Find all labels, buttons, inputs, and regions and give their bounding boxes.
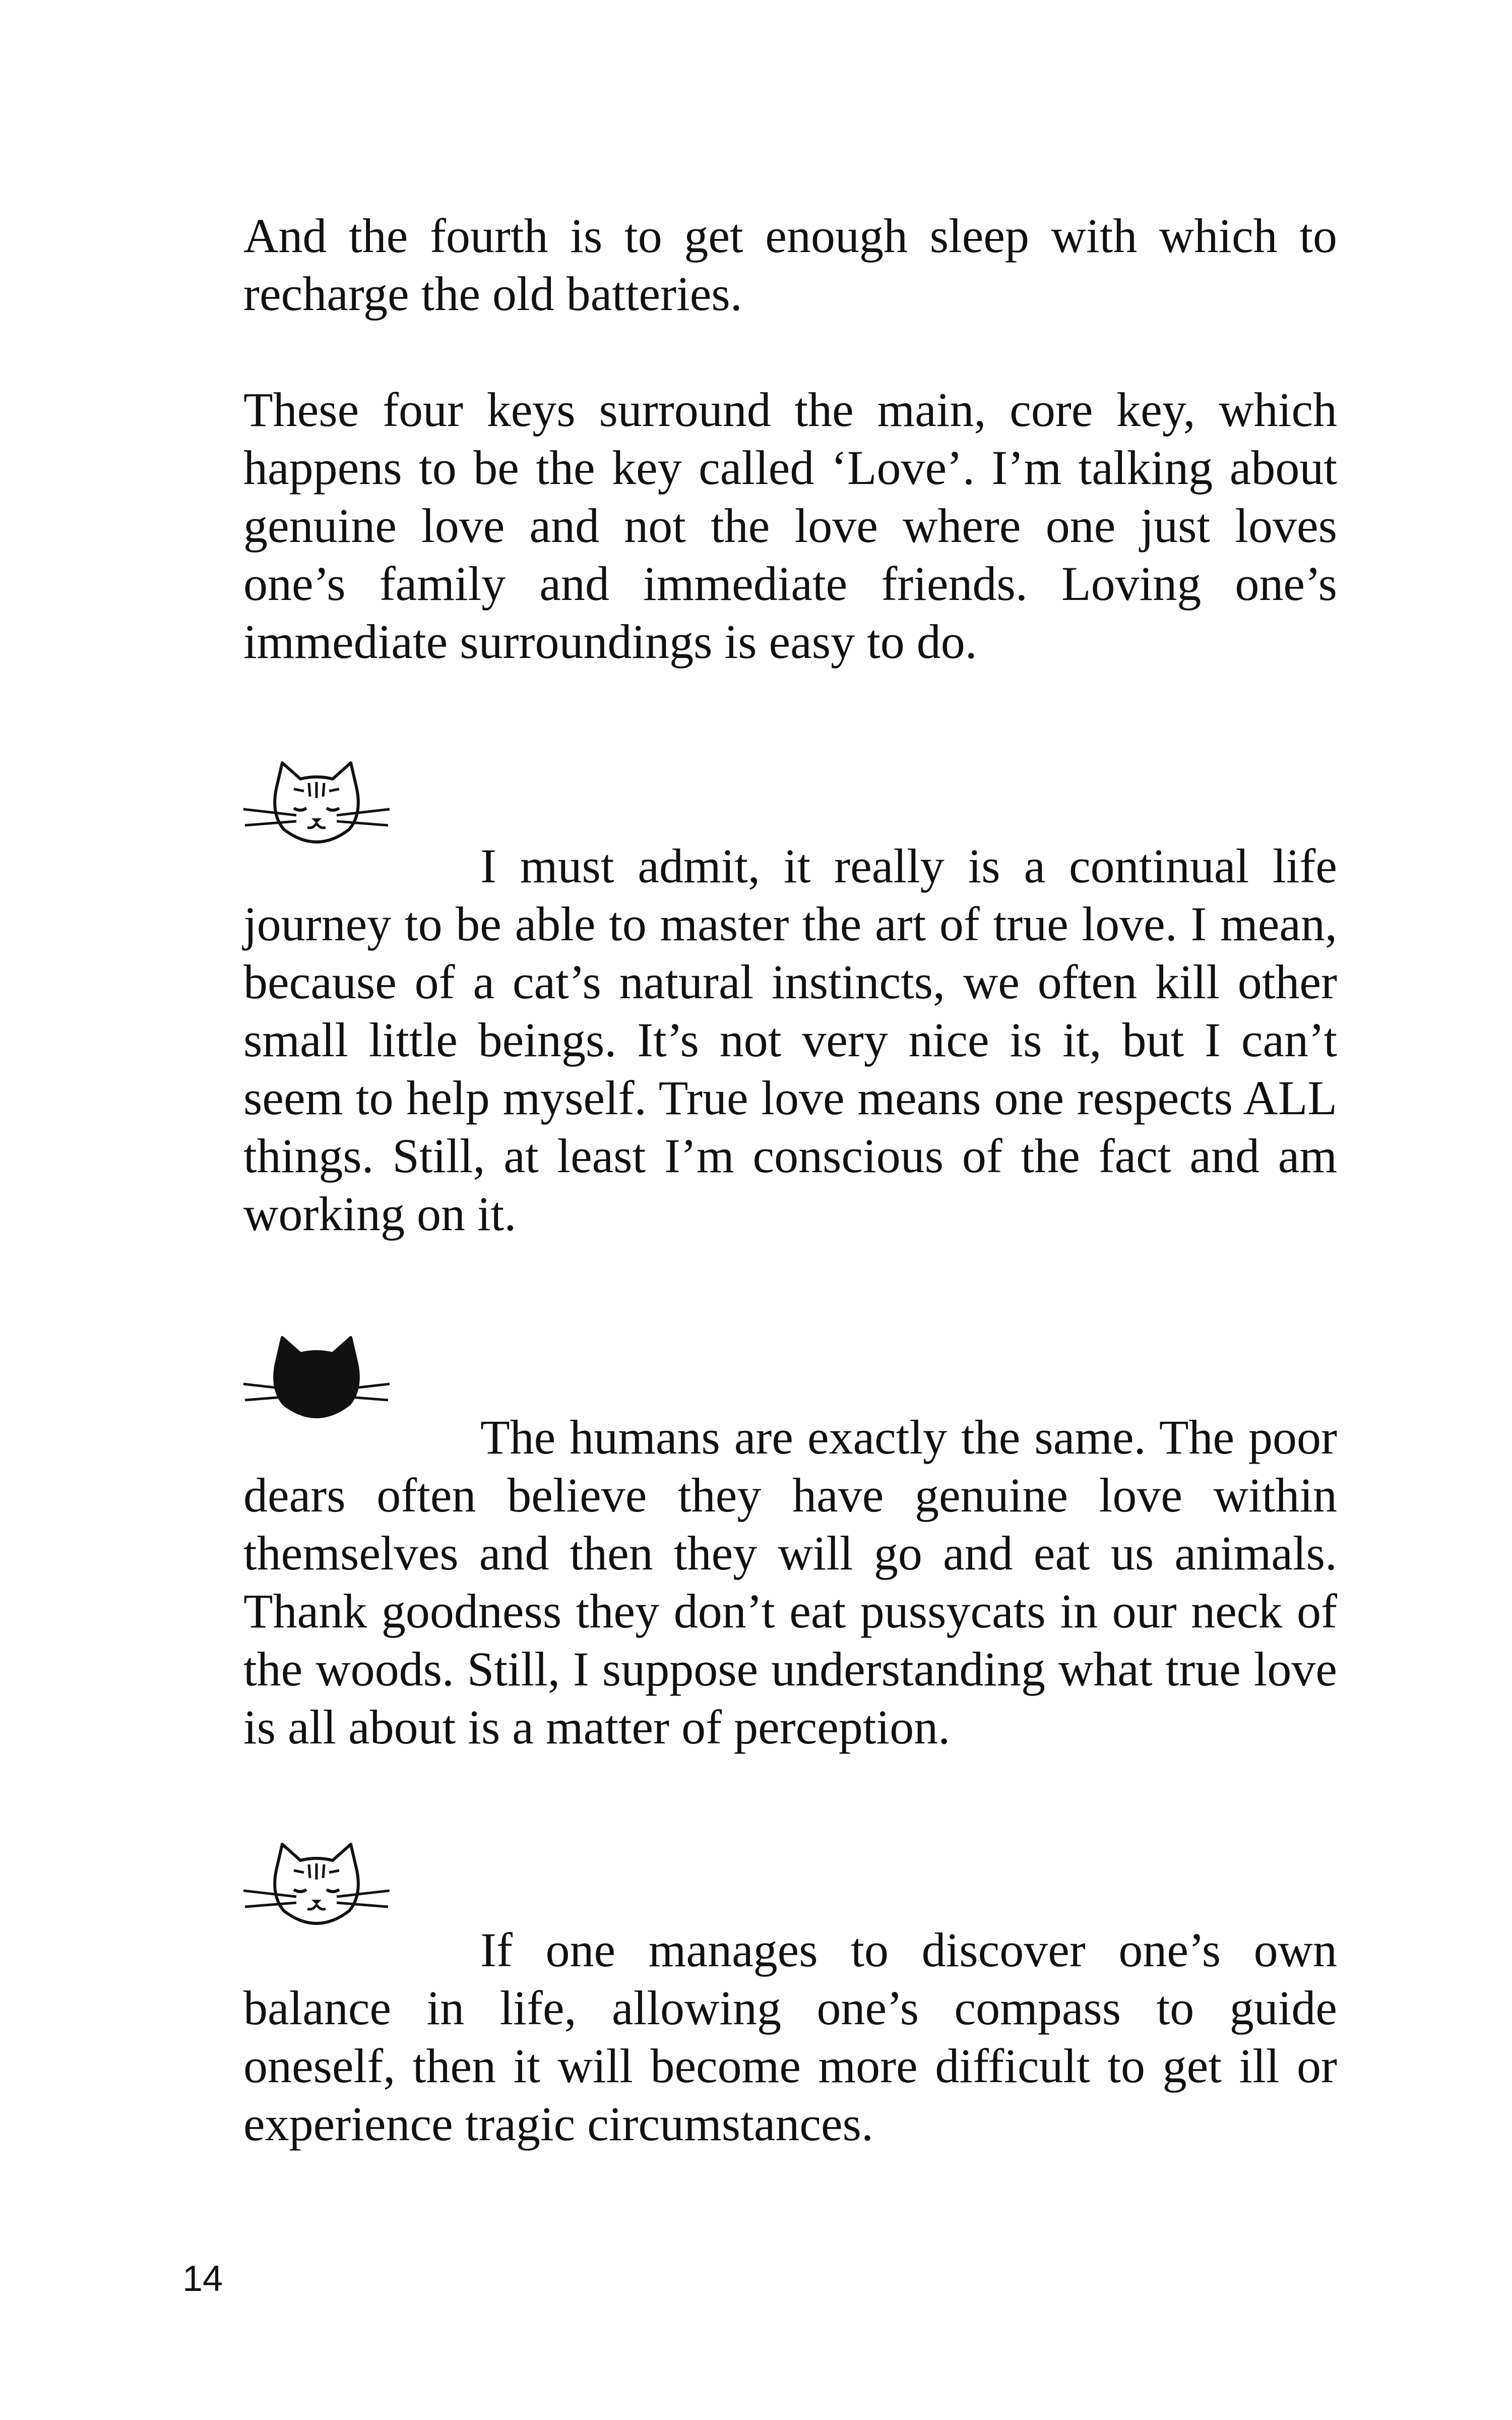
paragraph-white-cat-balance: If one manages to discover one’s own balance in life, allowing one’s compass to guide oneself, then it will become more difficult to get ill or experience tragic circumstances. [243, 1923, 1337, 2151]
paragraph-black-cat-humans: The humans are exactly the same. The poor dears often believe they have genuine love within themselves and then they will go and eat us animals. Thank goodness they don’t eat pussycats in our neck of the woods. Still, I suppose understanding what true love is all about is a matter of perception. [243, 1410, 1337, 1754]
page-number: 14 [182, 2259, 223, 2299]
paragraph-white-cat-true-love: I must admit, it really is a continual life journey to be able to master the art of true love. I mean, because of a cat’s natural instincts, we often kill other small little beings. It’s not very nice is it, but I can’t seem to help myself. True love means one respects ALL things. Still, at least I’m conscious of the fact and am working on it. [243, 839, 1337, 1241]
paragraph-four-keys-love: These four keys surround the main, core key, which happens to be the key called ‘Love’. I’m talking about genuine love and not the love where one just loves one’s family and immediate friends. Loving one’s immediate surroundings is easy to do. [243, 383, 1337, 669]
paragraph-fourth-key: And the fourth is to get enough sleep with which to recharge the old batteries. [243, 209, 1337, 321]
